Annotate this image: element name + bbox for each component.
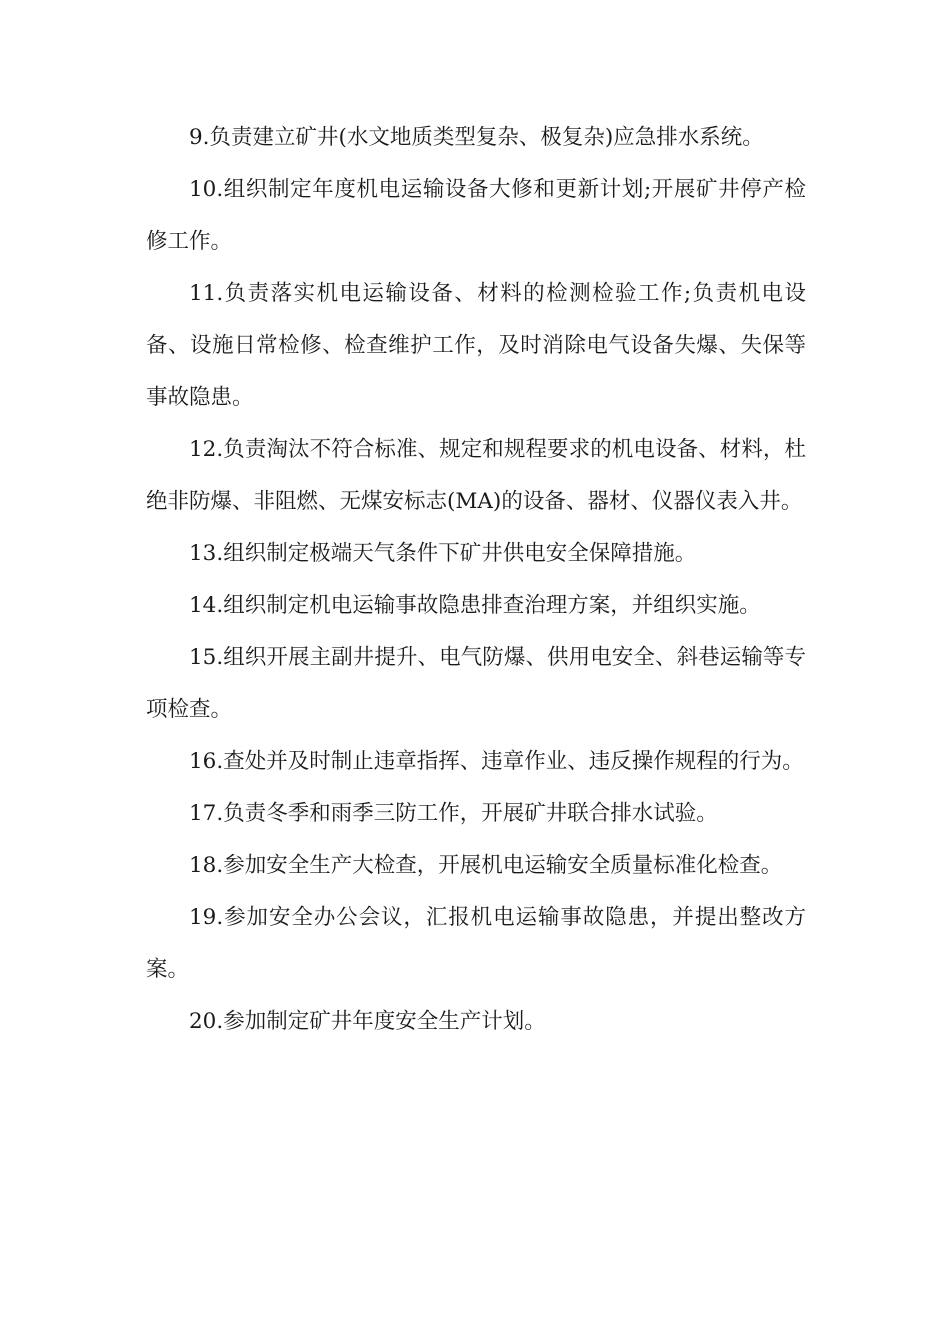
paragraph-item-11: 11.负责落实机电运输设备、材料的检测检验工作;负责机电设备、设施日常检修、检查维护工作，及时消除电气设备失爆、失保等事故隐患。	[146, 281, 806, 410]
paragraph-item-16: 16.查处并及时制止违章指挥、违章作业、违反操作规程的行为。	[189, 749, 804, 774]
paragraph-item-10: 10.组织制定年度机电运输设备大修和更新计划;开展矿井停产检修工作。	[146, 177, 806, 254]
paragraph-item-12: 12.负责淘汰不符合标准、规定和规程要求的机电设备、材料，杜绝非防爆、非阻燃、无煤安标志(MA)的设备、器材、仪器仪表入井。	[146, 437, 806, 514]
paragraph-item-19: 19.参加安全办公会议，汇报机电运输事故隐患，并提出整改方案。	[146, 905, 806, 982]
paragraph-item-13: 13.组织制定极端天气条件下矿井供电安全保障措施。	[189, 541, 697, 566]
paragraph-item-15: 15.组织开展主副井提升、电气防爆、供用电安全、斜巷运输等专项检查。	[146, 645, 806, 722]
paragraph-item-18: 18.参加安全生产大检查，开展机电运输安全质量标准化检查。	[189, 853, 783, 878]
paragraph-item-14: 14.组织制定机电运输事故隐患排查治理方案，并组织实施。	[189, 593, 761, 618]
paragraph-item-20: 20.参加制定矿井年度安全生产计划。	[189, 1009, 546, 1034]
paragraph-item-9: 9.负责建立矿井(水文地质类型复杂、极复杂)应急排水系统。	[189, 125, 764, 150]
paragraph-item-17: 17.负责冬季和雨季三防工作，开展矿井联合排水试验。	[189, 801, 718, 826]
document-body	[146, 112, 806, 1048]
